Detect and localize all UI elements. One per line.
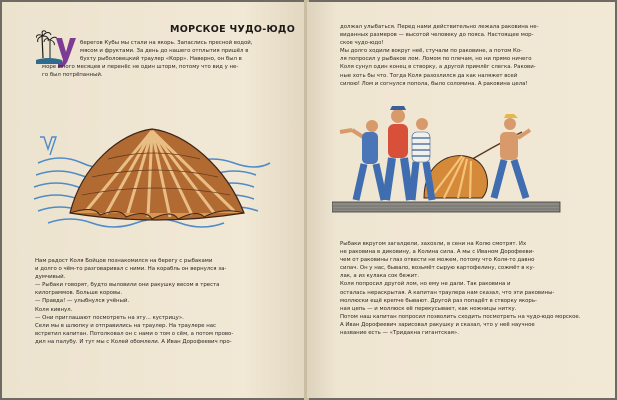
text-line: дил на палубу. И тут мы с Колей обомлели. А Иван Дорофеевич про- [35, 338, 232, 345]
text-line: ля попросил у рыбаков лом. Ломом по плечам, но ни прямо ничего [340, 56, 532, 63]
text-line: лак, а из кулака сок бежит. [340, 273, 420, 280]
text-line: не раковина в диковину, а Колина сила. А мы с Иваном Дорофееви- [340, 249, 535, 256]
text-line: мясом и фруктами. За день до нашего отплытия пришёл в [80, 48, 249, 55]
text-line: Коля кивнул. [35, 306, 73, 313]
text-line: встретил капитан. Потолковал он с нами о том о сём, а потом прово- [35, 330, 234, 337]
text-line: бухту рыболовецкий траулер «Корр». Наверно, он был в [80, 56, 242, 63]
text-line: виданных размеров — высотой человеку до пояса. Настоящее мор- [340, 32, 534, 39]
text-line: — Они приглашают посмотреть на эту... кустрицу». [35, 314, 184, 321]
text-line: Нам радост Коля Бойцов познакомился на берегу с рыбаками [35, 258, 213, 264]
text-line: думчивый. [35, 274, 66, 281]
text-line: — Рыбаки говорят, будто выловили они ракушку весом в треста [35, 282, 220, 289]
text-line: море много месяцев и перенёс не один шторм, потому что вид у не- [42, 64, 239, 71]
text-line: Коля попросил другой лом, но ему не дали. Так раковина и [340, 281, 511, 288]
clam-shell-illustration [30, 115, 272, 245]
text-line: Коля сунул один конец в створку, а другой примлёг слегка. Ракови- [340, 64, 536, 71]
text-line: берегов Кубы мы стали на якорь. Запаслись пресной водой, [80, 40, 253, 46]
page-title: МОРСКОЕ ЧУДО-ЮДО [170, 24, 296, 35]
text-line: ные хоть бы что. Тогда Коля разозлился да как наляжет всей [340, 72, 518, 79]
text-line: Сели мы в шлюпку и отправились на траулер. На траулере нас [35, 322, 216, 329]
text-line: силач. Он у нас, бывало, возьмёт сырую картофелину, сожмёт в ку- [340, 265, 535, 272]
text-line: силою! Лом и согнулся попола, было соломина. А раковина цела! [340, 80, 528, 87]
text-line: должал улыбаться. Перед нами действительно лежала раковина не- [340, 24, 539, 30]
right-bottom-paragraphs [340, 240, 590, 337]
text-line: ское чудо-юдо! [340, 40, 384, 47]
text-line: чем от раковины глаз отвести не можем, потому что Коля-то давно [340, 257, 535, 264]
intro-paragraph [42, 39, 292, 79]
text-line: го был потрёпанный. [42, 72, 103, 79]
text-line: килограммов. Больше коровы. [35, 290, 123, 297]
text-line: и долго о чём-то разговаривал с ними. На корабль он вернулся за- [35, 266, 227, 273]
text-line: осталась нераскрытая. А капитан траулера нам сказал, что эти раковины- [340, 289, 555, 296]
fishermen-illustration [332, 102, 572, 232]
text-line: название есть — «Тридакна гигантская». [340, 330, 459, 337]
text-line: ная цепь — и моллюск её перекусывает, как ножницы нитку. [340, 305, 517, 312]
body-paragraphs [35, 257, 285, 346]
text-line: А Иван Дорофеевич зарисовал ракушку и сказал, что у неё научное [340, 321, 535, 328]
text-line: — Правда! — улыбнулся учёный. [35, 298, 130, 305]
text-line: Рыбаки вкругом загалдели, захохли, в сени на Колю смотрят. Их [340, 241, 527, 247]
text-line: моллюски ещё крепче бывают. Другой раз попадёт в створку якорь- [340, 297, 537, 304]
right-top-paragraphs [340, 23, 590, 88]
text-line: Потом наш капитан попросил позволить сходить посмотреть на чудо-юдо морское. [340, 313, 581, 320]
text-line: Мы долго ходили вокруг неё, стучали по раковине, а потом Ко- [340, 48, 523, 55]
